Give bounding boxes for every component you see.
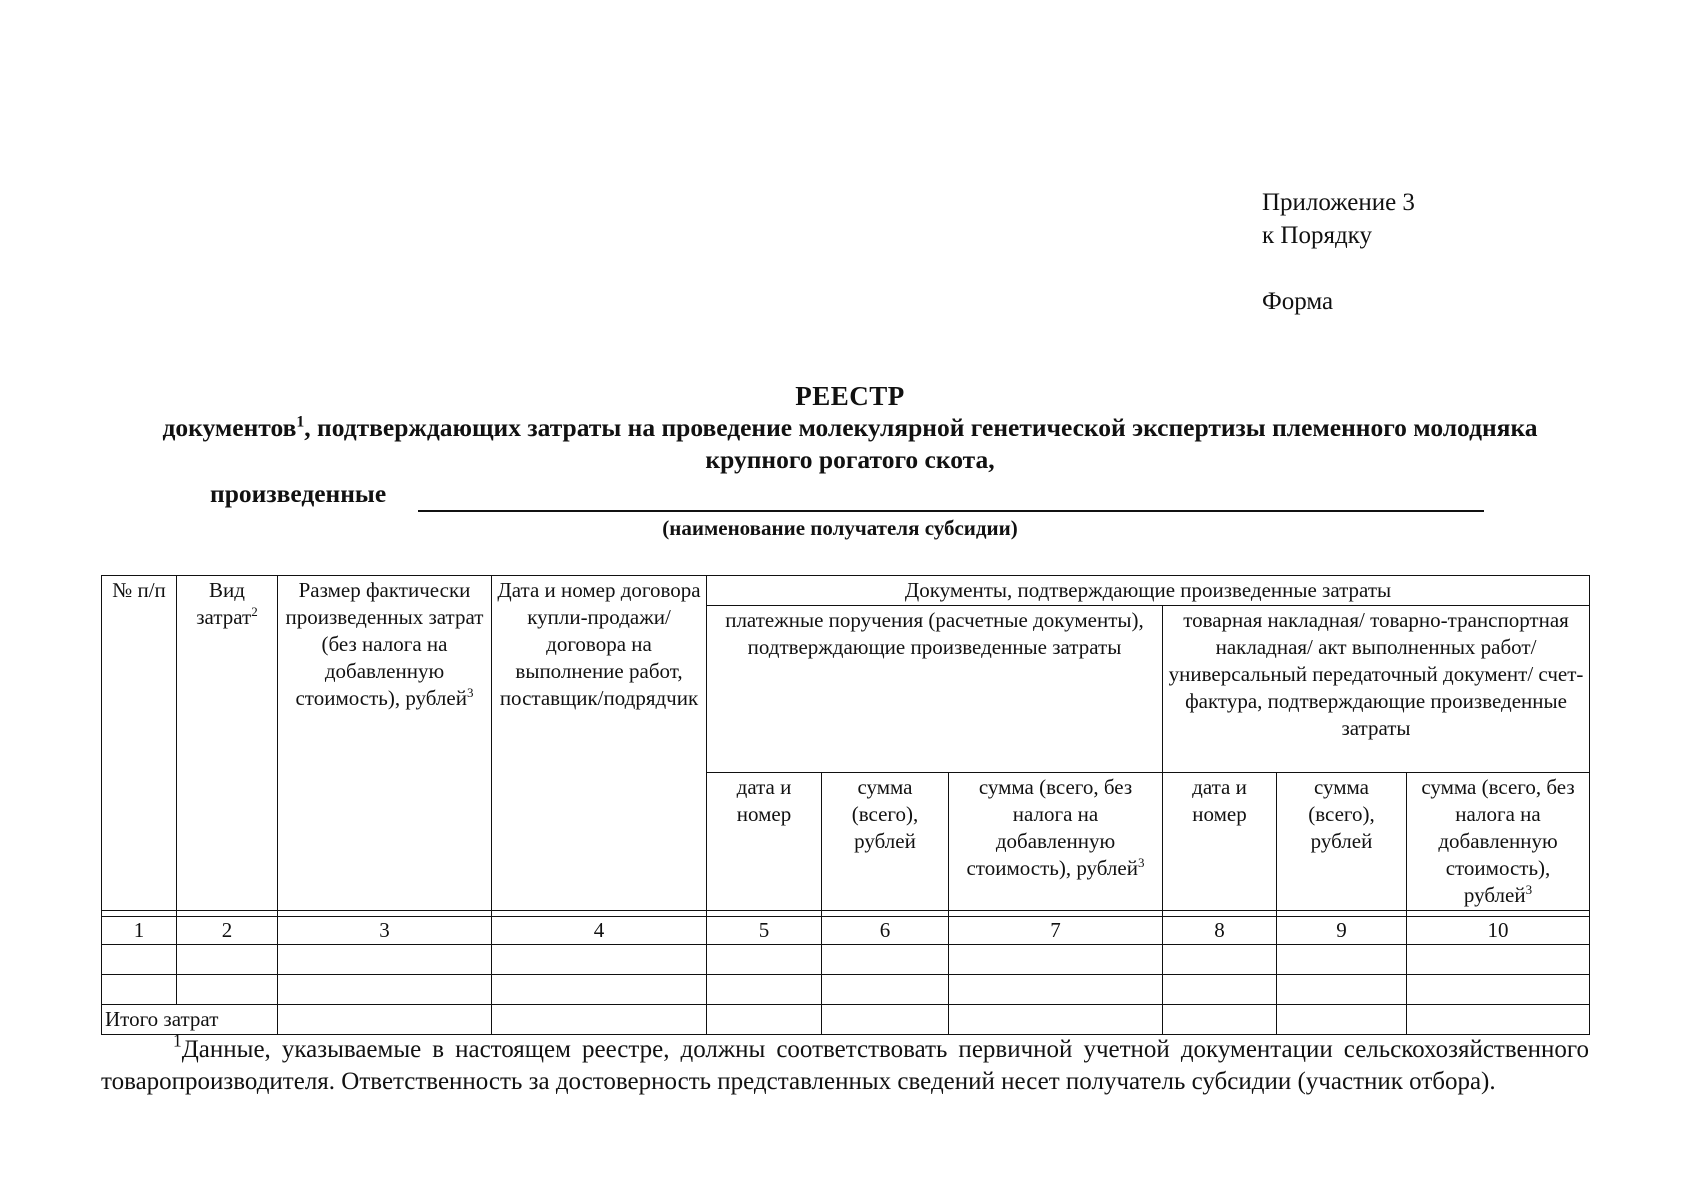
table-cell[interactable]	[822, 975, 949, 1005]
produced-label: произведенные	[210, 479, 387, 508]
header-payment-sum-total: сумма (всего), рублей	[822, 773, 949, 911]
column-number: 1	[102, 917, 177, 945]
total-cell[interactable]	[707, 1005, 822, 1035]
document-subtitle	[120, 412, 1580, 476]
column-number: 3	[278, 917, 492, 945]
table-cell[interactable]	[177, 945, 278, 975]
header-actual-costs-label: Размер фактически произведенных затрат (без налога на добавленную стоимость), рублей	[285, 578, 484, 710]
table-cell[interactable]	[822, 945, 949, 975]
table-cell[interactable]	[1277, 975, 1407, 1005]
total-label: Итого затрат	[102, 1005, 278, 1035]
total-row	[102, 1005, 1590, 1035]
header-cost-type-label: Вид затрат	[196, 578, 252, 629]
column-number: 6	[822, 917, 949, 945]
header-payment-sum-no-vat	[949, 773, 1163, 911]
footnote	[101, 1030, 1589, 1098]
table-cell[interactable]	[492, 975, 707, 1005]
header-payment-date-number: дата и номер	[707, 773, 822, 911]
document-title: РЕЕСТР	[795, 381, 905, 411]
recipient-name-line[interactable]	[418, 510, 1484, 512]
table-cell[interactable]	[177, 975, 278, 1005]
appendix-block	[1262, 186, 1415, 318]
total-cell[interactable]	[1407, 1005, 1590, 1035]
header-payment-sum-no-vat-ref: 3	[1137, 855, 1145, 871]
table-cell[interactable]	[278, 975, 492, 1005]
appendix-reference: к Порядку	[1262, 222, 1372, 249]
header-actual-costs-ref: 3	[466, 685, 474, 701]
table-cell[interactable]	[1407, 945, 1590, 975]
total-cell[interactable]	[822, 1005, 949, 1035]
subtitle-rest: , подтверждающих затраты на проведение молекулярной генетической экспертизы племенного молодняка крупного рогатого скота,	[304, 413, 1538, 474]
table-cell[interactable]	[1277, 945, 1407, 975]
table-cell[interactable]	[102, 945, 177, 975]
total-cell[interactable]	[1277, 1005, 1407, 1035]
total-cell[interactable]	[492, 1005, 707, 1035]
table-cell[interactable]	[707, 945, 822, 975]
header-payment-orders: платежные поручения (расчетные документы), подтверждающие произведенные затраты	[707, 606, 1163, 773]
header-payment-sum-no-vat-label: сумма (всего, без налога на добавленную стоимость), рублей	[966, 775, 1138, 880]
column-number: 5	[707, 917, 822, 945]
subtitle-lead: документов	[162, 413, 297, 442]
table-cell[interactable]	[949, 975, 1163, 1005]
column-number: 8	[1163, 917, 1277, 945]
header-waybills: товарная накладная/ товарно-транспортная накладная/ акт выполненных работ/ универсальный передаточный документ/ счет-фактура, подтверждающие произведенные затраты	[1163, 606, 1590, 773]
header-waybill-sum-total: сумма (всего), рублей	[1277, 773, 1407, 911]
total-cell[interactable]	[1163, 1005, 1277, 1035]
appendix-number: Приложение 3	[1262, 189, 1415, 216]
header-waybill-sum-no-vat-ref: 3	[1525, 882, 1533, 898]
header-number: № п/п	[102, 576, 177, 911]
column-number: 10	[1407, 917, 1590, 945]
subtitle-footnote-ref: 1	[296, 413, 305, 431]
footnote-ref: 1	[173, 1030, 182, 1051]
header-contract: Дата и номер договора купли-продажи/ договора на выполнение работ, поставщик/подрядчик	[492, 576, 707, 911]
header-cost-type	[177, 576, 278, 911]
total-cell[interactable]	[278, 1005, 492, 1035]
footnote-text: Данные, указываемые в настоящем реестре, должны соответствовать первичной учетной документации сельскохозяйственного товаропроизводителя. Ответственность за достоверность представленных сведений несет получатель субсидии (участник отбора).	[101, 1036, 1589, 1095]
register-table	[101, 575, 1590, 1035]
table-row	[102, 945, 1590, 975]
header-waybill-sum-no-vat-label: сумма (всего, без налога на добавленную стоимость), рублей	[1421, 775, 1575, 907]
header-cost-type-ref: 2	[251, 604, 258, 620]
recipient-caption: (наименование получателя субсидии)	[662, 516, 1018, 540]
table-cell[interactable]	[1163, 945, 1277, 975]
table-cell[interactable]	[492, 945, 707, 975]
header-waybill-sum-no-vat	[1407, 773, 1590, 911]
table-cell[interactable]	[102, 975, 177, 1005]
table-cell[interactable]	[1163, 975, 1277, 1005]
header-documents: Документы, подтверждающие произведенные затраты	[707, 576, 1590, 606]
column-number-row	[102, 917, 1590, 945]
header-actual-costs	[278, 576, 492, 911]
table-cell[interactable]	[1407, 975, 1590, 1005]
table-row	[102, 975, 1590, 1005]
column-number: 9	[1277, 917, 1407, 945]
table-cell[interactable]	[949, 945, 1163, 975]
table-cell[interactable]	[278, 945, 492, 975]
total-cell[interactable]	[949, 1005, 1163, 1035]
header-waybill-date-number: дата и номер	[1163, 773, 1277, 911]
table-cell[interactable]	[707, 975, 822, 1005]
form-label: Форма	[1262, 288, 1334, 315]
column-number: 2	[177, 917, 278, 945]
title-block	[120, 380, 1580, 476]
column-number: 7	[949, 917, 1163, 945]
column-number: 4	[492, 917, 707, 945]
